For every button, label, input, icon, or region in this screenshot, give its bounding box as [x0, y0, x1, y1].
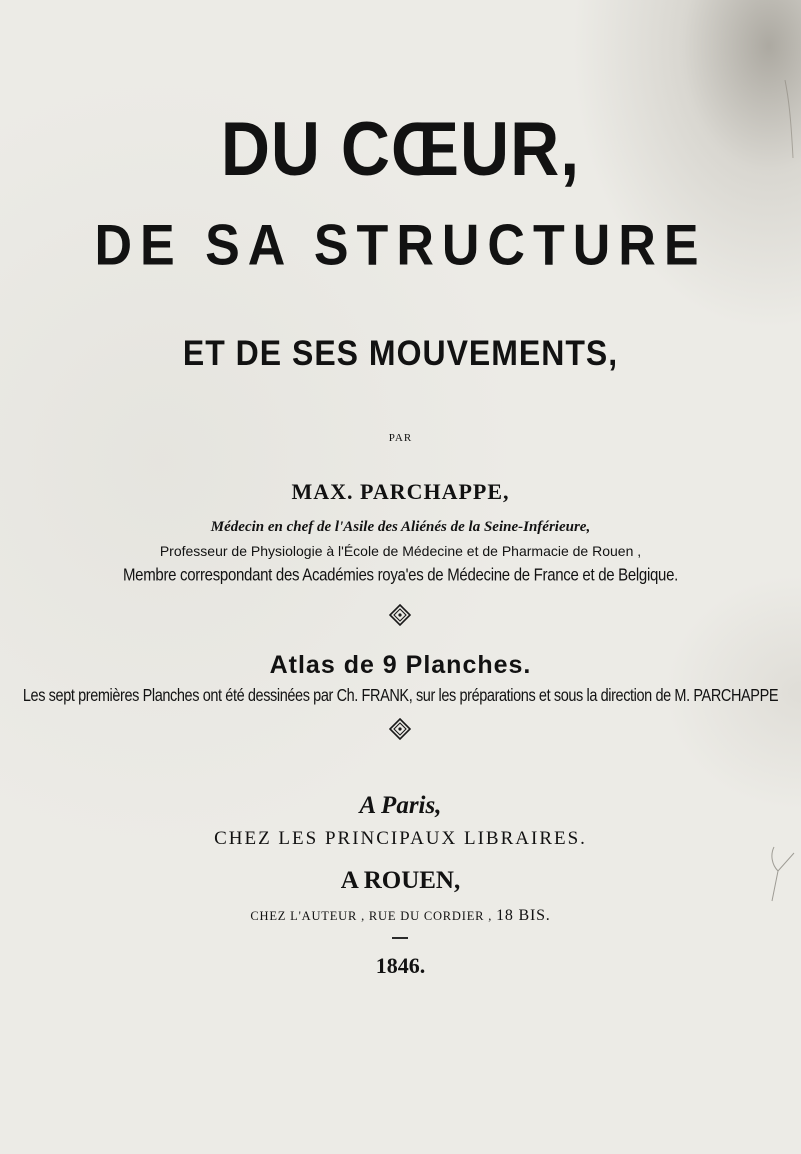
page-crease-mark — [745, 80, 795, 160]
atlas-credit: Les sept premières Planches ont été dessinées par Ch. FRANK, sur les préparations et sous la direction de M. PARCHAPPE — [22, 686, 779, 706]
title-line-1: DU CŒUR, — [220, 106, 581, 192]
author-name: MAX. PARCHAPPE, — [291, 479, 510, 504]
author-role-2: Professeur de Physiologie à l'École de Médecine et de Pharmacie de Rouen , — [159, 543, 642, 559]
imprint-publishers: CHEZ LES PRINCIPAUX LIBRAIRES. — [214, 828, 587, 849]
title-line-2: DE SA STRUCTURE — [94, 214, 707, 278]
imprint-address — [0, 907, 801, 925]
publication-year: 1846. — [375, 953, 426, 978]
imprint-paris: A Paris, — [359, 792, 442, 819]
atlas-heading: Atlas de 9 Planches. — [269, 651, 532, 679]
diamond-ornament-icon — [389, 604, 411, 626]
title-line-3: ET DE SES MOUVEMENTS, — [182, 333, 619, 373]
author-role-3: Membre correspondant des Académies roya'es de Médecine de France et de Belgique. — [122, 565, 679, 586]
par-label: PAR — [388, 432, 413, 444]
imprint-address-number: 18 BIS. — [496, 907, 551, 924]
page-edge-mark — [768, 845, 798, 905]
author-role-1: Médecin en chef de l'Asile des Aliénés de la Seine-Inférieure, — [210, 519, 591, 535]
imprint-address-text: CHEZ L'AUTEUR , RUE DU CORDIER , — [250, 909, 493, 923]
diamond-ornament-icon — [389, 718, 411, 740]
imprint-rouen: A ROUEN, — [340, 867, 461, 894]
separator-dash — [392, 937, 408, 939]
